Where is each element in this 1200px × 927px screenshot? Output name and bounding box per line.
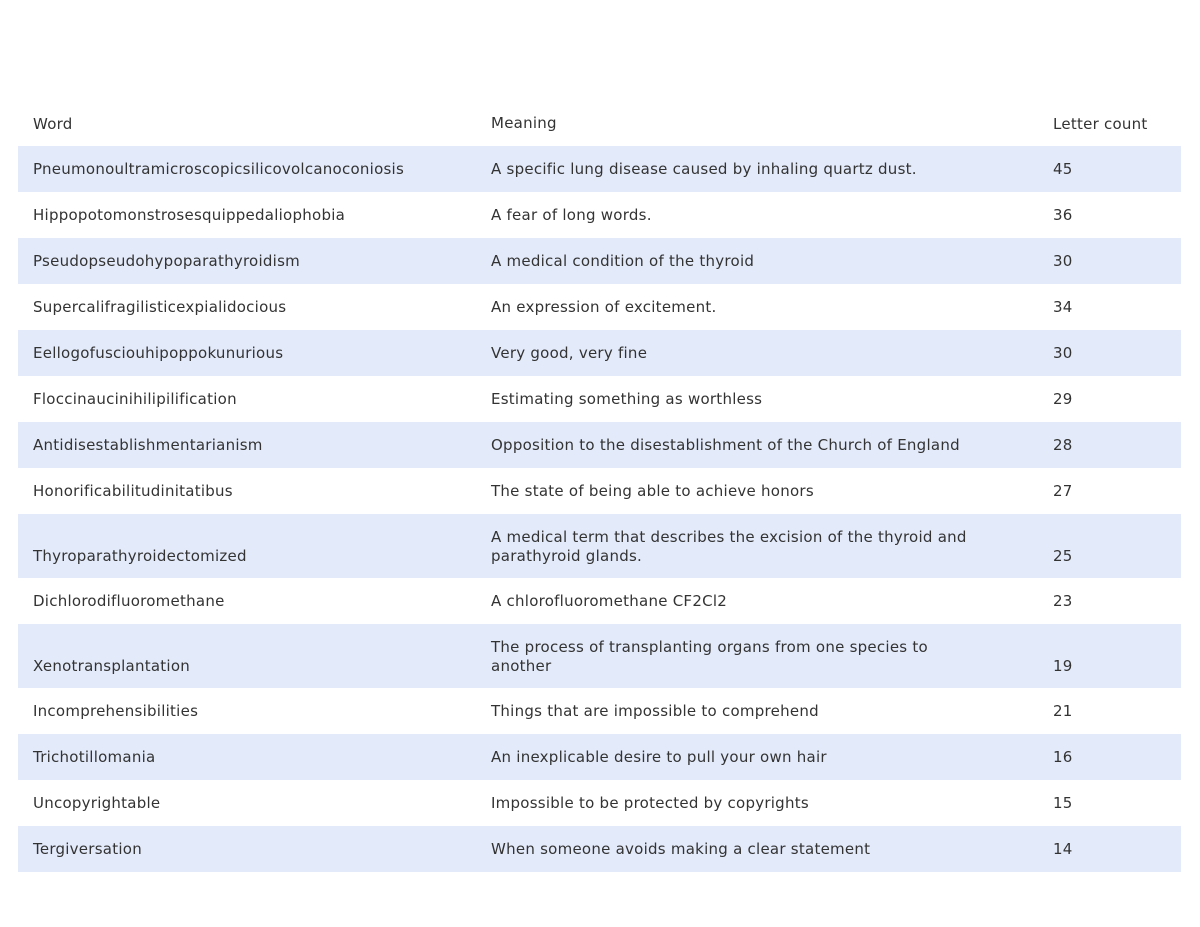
header-letter-count: Letter count xyxy=(1053,114,1148,133)
table-row xyxy=(18,284,1181,330)
word-cell: Supercalifragilisticexpialidocious xyxy=(33,298,287,316)
word-cell: Uncopyrightable xyxy=(33,794,161,812)
header-meaning: Meaning xyxy=(491,114,557,132)
meaning-cell: When someone avoids making a clear statement xyxy=(491,839,871,858)
meaning-cell: A specific lung disease caused by inhaling quartz dust. xyxy=(491,159,917,178)
count-cell: 30 xyxy=(1053,252,1073,270)
count-cell: 27 xyxy=(1053,482,1073,500)
count-cell: 15 xyxy=(1053,794,1073,812)
count-cell: 16 xyxy=(1053,748,1073,766)
meaning-cell: Things that are impossible to comprehend xyxy=(491,701,819,720)
count-cell: 14 xyxy=(1053,840,1073,858)
table-header xyxy=(18,101,1181,146)
table-row xyxy=(18,376,1181,422)
count-cell: 34 xyxy=(1053,298,1073,316)
table-row xyxy=(18,146,1181,192)
words-table xyxy=(18,101,1181,872)
count-cell: 36 xyxy=(1053,206,1073,224)
table-row xyxy=(18,688,1181,734)
meaning-cell: A medical condition of the thyroid xyxy=(491,251,755,270)
count-cell: 45 xyxy=(1053,160,1073,178)
table-row xyxy=(18,780,1181,826)
header-word: Word xyxy=(33,114,73,133)
meaning-cell: Opposition to the disestablishment of the Church of England xyxy=(491,435,960,454)
meaning-cell: The state of being able to achieve honors xyxy=(491,481,814,500)
word-cell: Pseudopseudohypoparathyroidism xyxy=(33,252,301,270)
word-cell: Eellogofusciouhipoppokunurious xyxy=(33,344,284,362)
count-cell: 28 xyxy=(1053,436,1073,454)
count-cell: 29 xyxy=(1053,390,1073,408)
word-cell: Thyroparathyroidectomized xyxy=(33,547,247,565)
meaning-cell: A fear of long words. xyxy=(491,205,652,224)
word-cell: Pneumonoultramicroscopicsilicovolcanoconiosis xyxy=(33,160,405,178)
table-row xyxy=(18,578,1181,624)
word-cell: Antidisestablishmentarianism xyxy=(33,436,263,454)
meaning-cell: A chlorofluoromethane CF2Cl2 xyxy=(491,591,728,610)
table-row xyxy=(18,734,1181,780)
table-row xyxy=(18,624,1181,688)
word-cell: Incomprehensibilities xyxy=(33,702,199,720)
meaning-cell: A medical term that describes the excision of the thyroid and parathyroid glands. xyxy=(491,528,967,565)
word-cell: Tergiversation xyxy=(33,840,142,858)
word-cell: Xenotransplantation xyxy=(33,657,191,675)
count-cell: 30 xyxy=(1053,344,1073,362)
count-cell: 23 xyxy=(1053,592,1073,610)
table-row xyxy=(18,514,1181,578)
meaning-cell: The process of transplanting organs from one species to another xyxy=(491,638,928,675)
count-cell: 21 xyxy=(1053,702,1073,720)
word-cell: Floccinaucinihilipilification xyxy=(33,390,237,408)
count-cell: 19 xyxy=(1053,657,1073,675)
meaning-cell: Estimating something as worthless xyxy=(491,389,763,408)
table-row xyxy=(18,238,1181,284)
table-row xyxy=(18,422,1181,468)
meaning-cell: An expression of excitement. xyxy=(491,297,717,316)
word-cell: Trichotillomania xyxy=(33,748,156,766)
meaning-cell: An inexplicable desire to pull your own hair xyxy=(491,747,827,766)
word-cell: Honorificabilitudinitatibus xyxy=(33,482,233,500)
table-row xyxy=(18,826,1181,872)
word-cell: Hippopotomonstrosesquippedaliophobia xyxy=(33,206,346,224)
meaning-cell: Very good, very fine xyxy=(491,343,648,362)
table-row xyxy=(18,192,1181,238)
table-row xyxy=(18,468,1181,514)
meaning-cell: Impossible to be protected by copyrights xyxy=(491,793,809,812)
count-cell: 25 xyxy=(1053,547,1073,565)
table-row xyxy=(18,330,1181,376)
word-cell: Dichlorodifluoromethane xyxy=(33,592,225,610)
